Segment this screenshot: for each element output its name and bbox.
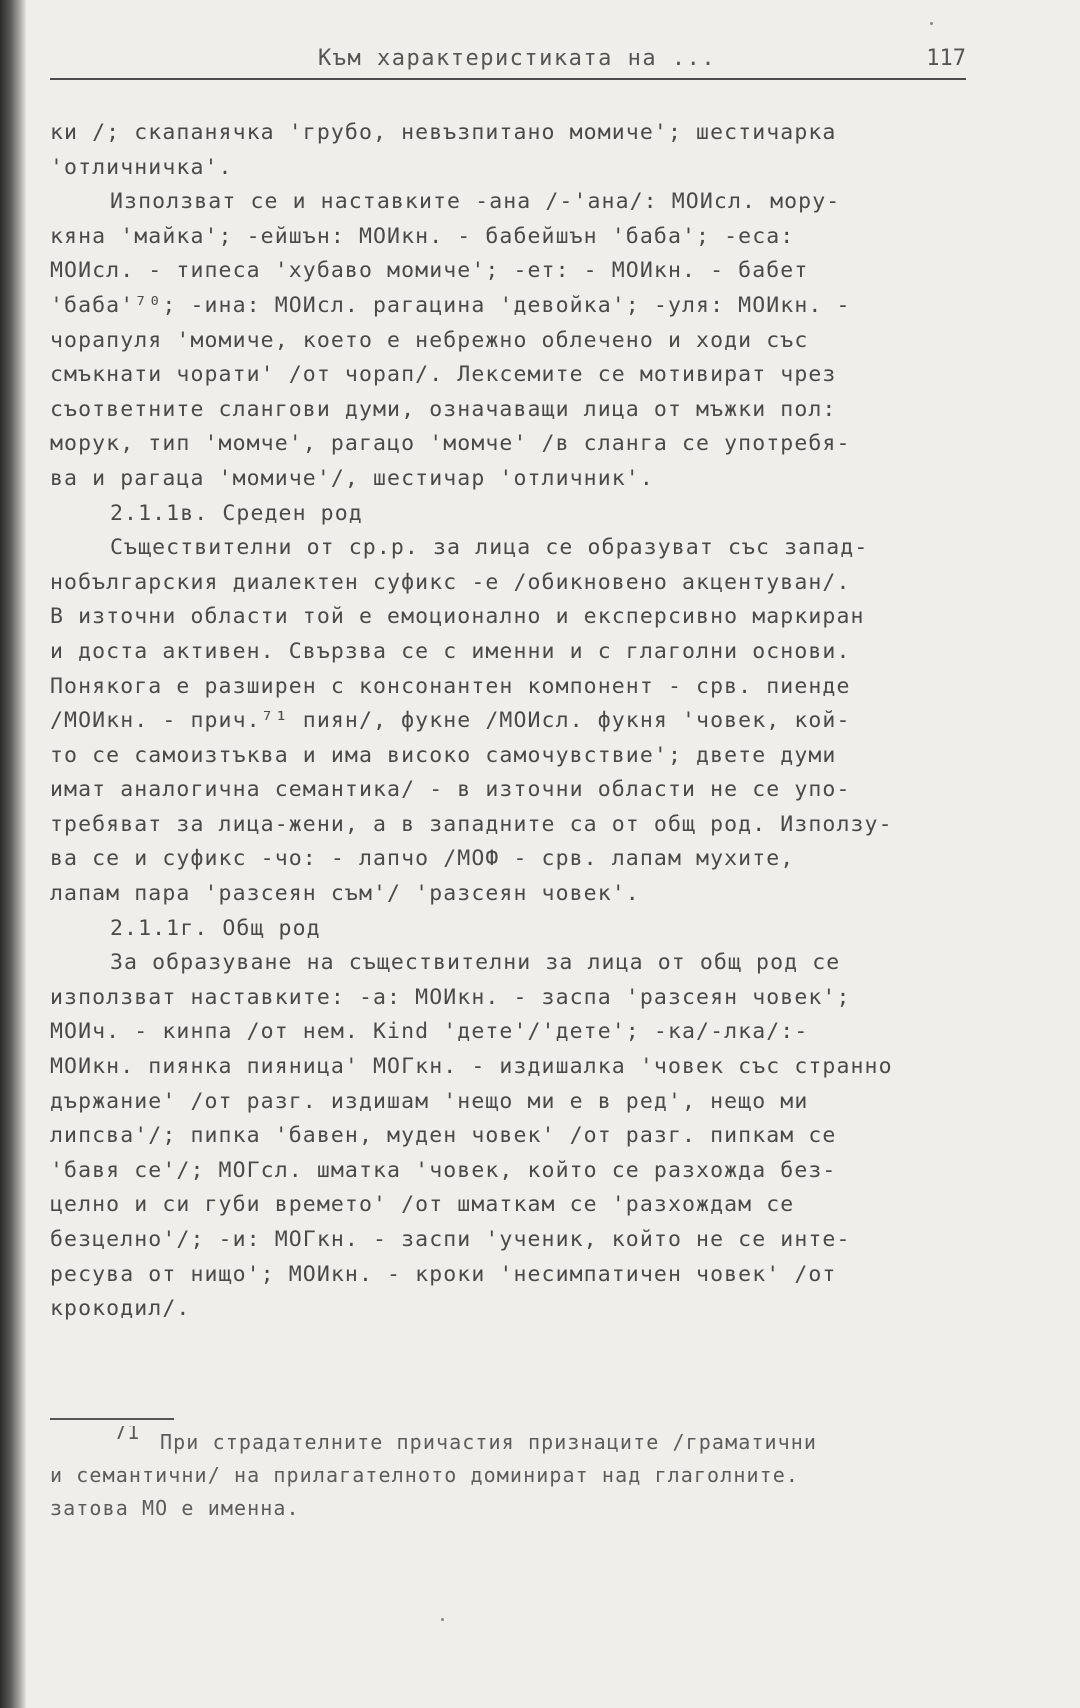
text-line: морук, тип 'момче', рагацо 'момче' /в сланга се употребя- [50,431,851,457]
text-line: ва се и суфикс -чо: - лапчо /МОФ - срв. лапам мухите, [50,846,795,872]
text-line: требяват за лица-жени, а в западните са от общ род. Използу- [50,811,893,837]
footnote [50,1426,972,1525]
footnote-marker: 71 [114,1426,141,1444]
footnote-line-first [50,1426,972,1459]
text-line: ки /; скапанячка 'грубо, невъзпитано момиче'; шестичарка [50,120,837,145]
text-line: и доста активен. Свързва се с именни и с глаголни основи. [50,638,851,664]
text-line: Съществителни от ср.р. за лица се образуват със запад- [110,535,869,561]
footnote-line: затова МО е именна. [50,1496,300,1520]
text-line: липсва'/; пипка 'бавен, мудeн човек' /от разг. пипкам се [50,1123,837,1149]
text-line: /МОИкн. - прич.⁷¹ пиян/, фукне /МОИсл. фукня 'човек, кой- [50,708,851,734]
text-line: държание' /от разг. издишам 'нещо ми е в ред', нещо ми [50,1088,809,1114]
running-title: Към характеристиката на ... [318,46,717,71]
page-number: 117 [926,46,966,71]
text-line: Използват се и наставките -ана /-'ана/: МОИсл. мору- [110,189,841,215]
text-line: ва и рагаца 'момиче'/, шестичар 'отличник'. [50,465,654,491]
text-line: лапам пара 'разсеян съм'/ 'разсеян човек'. [50,881,640,907]
text-line: За образуване на съществителни за лица от общ род се [110,950,841,976]
text-line: нобългарския диалектен суфикс -е /обикновено акцентуван/. [50,569,851,595]
footnote-text: При страдателните причастия признаците /граматични [160,1430,818,1454]
text-line: 'отличничка'. [50,154,233,180]
text-line: имат аналогична семантика/ - в източни области не се упо- [50,777,851,803]
text-line: МОИсл. - типеса 'хубаво момиче'; -ет: - МОИкн. - бабет [50,258,809,284]
text-line: МОИч. - кинпа /от нем. Kind 'дете'/'дете'; -ка/-лка/:- [50,1019,809,1045]
footnote-line: и семантични/ на прилагателното доминират над глаголните. [50,1463,800,1487]
text-line: кяна 'майка'; -ейшън: МОИкн. - бабейшън 'баба'; -еса: [50,223,795,249]
text-line: 'бавя се'/; МОГсл. шматка 'човек, който се разхожда без- [50,1157,837,1183]
text-line: чорапуля 'момиче, което е небрежно облечено и ходи със [50,327,809,353]
text-line: то се самоизтъква и има високо самочувствие'; двете думи [50,742,837,768]
section-heading: 2.1.1г. Общ род [110,915,321,941]
paper-speck [930,22,933,25]
text-line: смъкнати чорати' /от чорап/. Лексемите се мотивират чрез [50,362,837,388]
paper-speck [441,1618,444,1621]
text-line: 'баба'⁷⁰; -ина: МОИсл. рагацина 'девойка'; -уля: МОИкн. - [50,292,851,318]
section-heading: 2.1.1в. Среден род [110,500,363,526]
text-line: В източни области той е емоционално и експерсивно маркиран [50,604,865,630]
text-line: съответните слангови думи, означаващи лица от мъжки пол: [50,396,837,422]
text-line: крокодил/. [50,1296,191,1322]
text-line: ресува от нищо'; МОИкн. - кроки 'несимпатичен човек' /от [50,1261,837,1287]
text-line: целно и си губи времето' /от шматкам се 'разхождам се [50,1192,795,1218]
text-line: МОИкн. пиянка пияница' МОГкн. - издишалка 'човек със странно [50,1054,893,1080]
page-header [50,44,966,80]
body-text [50,116,972,1327]
text-line: безцелно'/; -и: МОГкн. - заспи 'ученик, който не се инте- [50,1227,851,1252]
text-line: използват наставките: -а: МОИкн. - заспа 'разсеян човек'; [50,984,851,1010]
text-line: Понякога е разширен с консонантен компонент - срв. пиенде [50,673,851,699]
footnote-divider [50,1418,174,1420]
